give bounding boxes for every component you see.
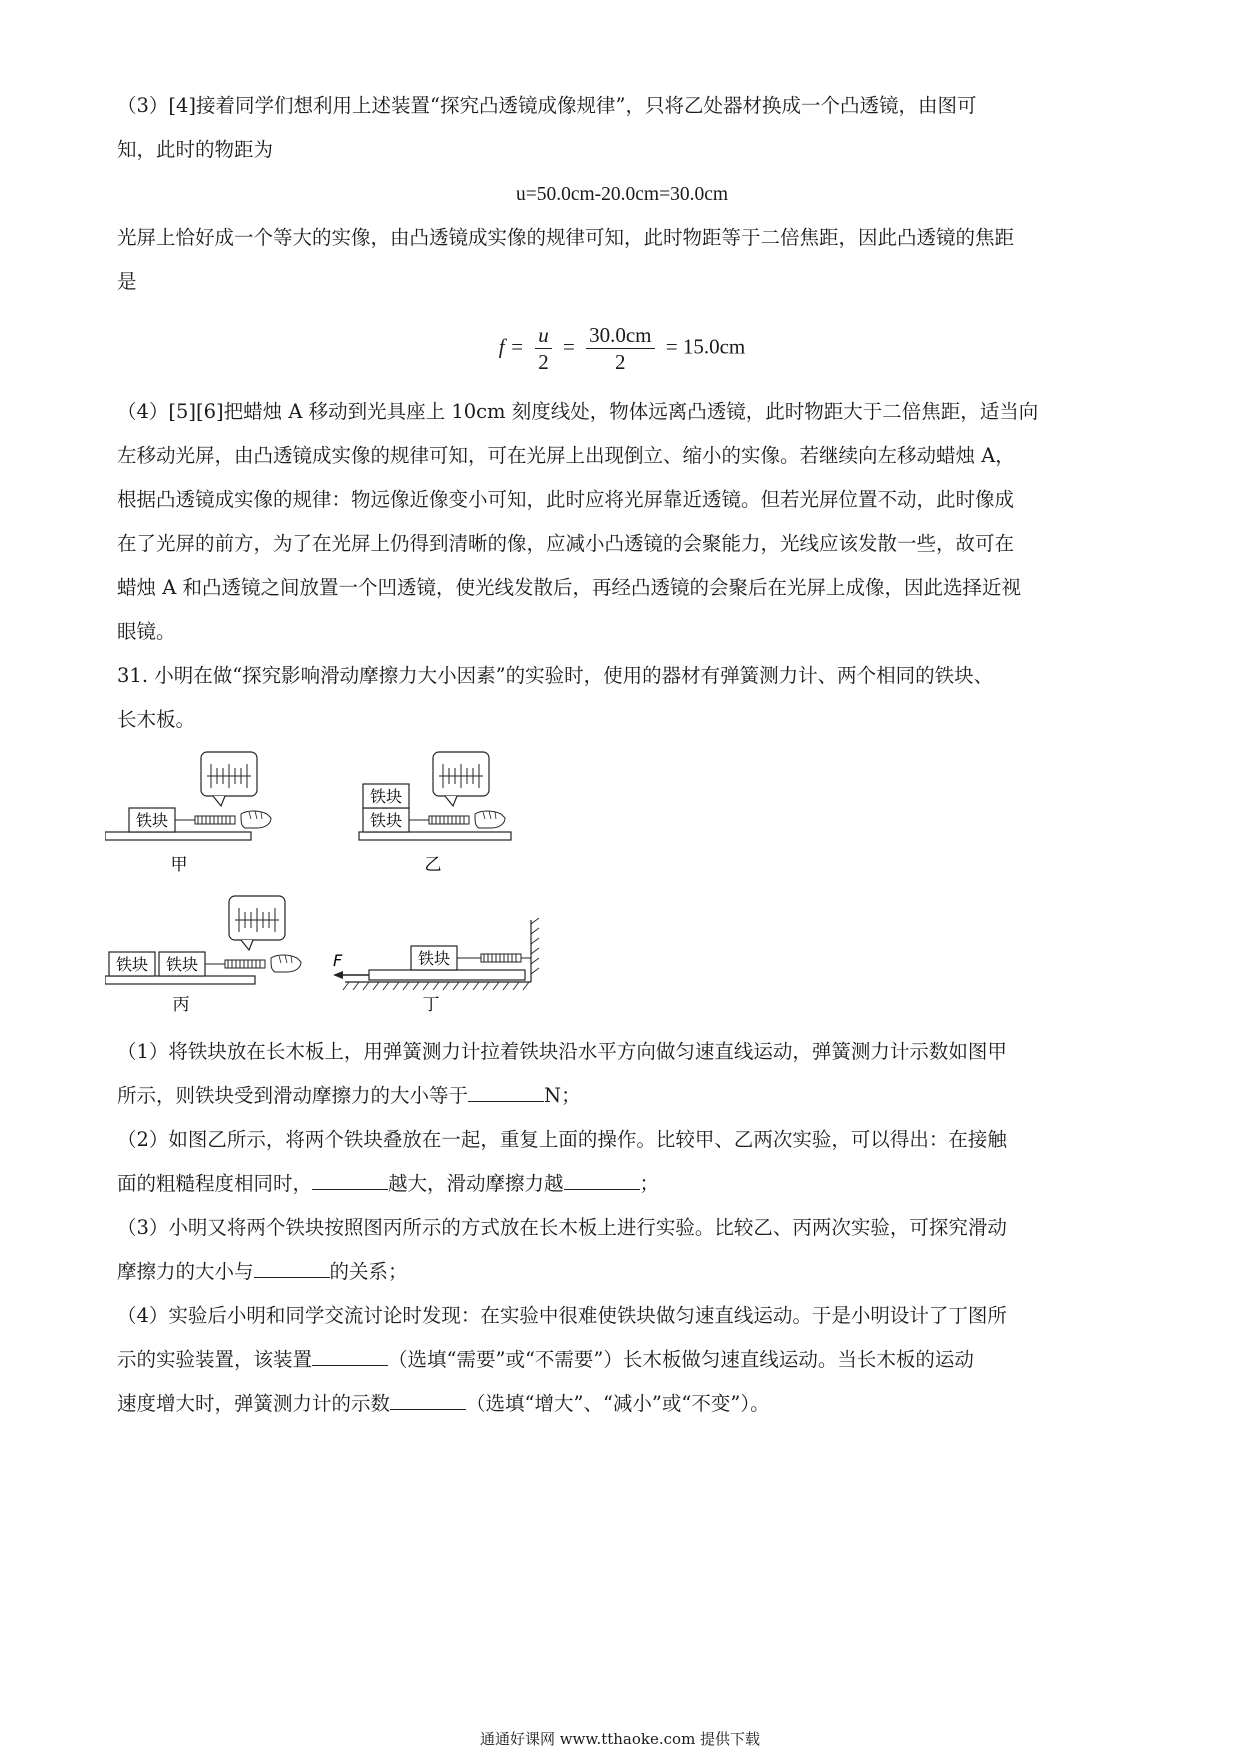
q1-line1: （1）将铁块放在长木板上，用弹簧测力计拉着铁块沿水平方向做匀速直线运动，弹簧测力计示数如图甲	[117, 1040, 1007, 1063]
q4-answer-blank-1[interactable]	[312, 1347, 388, 1366]
answer4-line6: 眼镜。	[117, 620, 176, 643]
q3-text: 摩擦力的大小与	[117, 1260, 254, 1283]
long-board	[369, 970, 525, 980]
answer4-line2: 左移动光屏，由凸透镜成实像的规律可知，可在光屏上出现倒立、缩小的实像。若继续向左移动蜡烛 A，	[117, 444, 1015, 467]
q4-line3	[117, 1382, 1127, 1426]
q3-line1: （3）小明又将两个铁块按照图丙所示的方式放在长木板上进行实验。比较乙、丙两次实验，可探究滑动	[117, 1216, 1007, 1239]
answer4-line5: 蜡烛 A 和凸透镜之间放置一个凹透镜，使光线发散后，再经凸透镜的会聚后在光屏上成像，因此选择近视	[117, 576, 1021, 599]
fraction-numerator: 30.0cm	[586, 322, 654, 349]
scale-reading-bubble	[229, 896, 285, 950]
hand-icon	[475, 811, 505, 828]
focal-lhs: f =	[498, 334, 524, 359]
equation-object-distance: u=50.0cm-20.0cm=30.0cm	[515, 184, 729, 205]
q4-text: 示的实验装置，该装置	[117, 1348, 313, 1371]
focal-result: = 15.0cm	[665, 334, 746, 359]
setup-yi	[359, 752, 511, 875]
answer4-line1: （4）[5][6]把蜡烛 A 移动到光具座上 10cm 刻度线处，物体远离凸透镜，此时物距大于二倍焦距，适当向	[117, 400, 1039, 423]
q1-text: 所示，则铁块受到滑动摩擦力的大小等于	[117, 1084, 469, 1107]
q2-line2	[117, 1162, 1127, 1206]
spring-scale	[225, 960, 265, 968]
answer3-line3: 光屏上恰好成一个等大的实像，由凸透镜成实像的规律可知，此时物距等于二倍焦距，因此凸透镜的焦距	[117, 226, 1015, 249]
q4-answer-blank-2[interactable]	[390, 1391, 466, 1410]
equation-focal-length	[117, 322, 1127, 375]
setup-jia	[105, 752, 271, 875]
q3-line2	[117, 1250, 1127, 1294]
q4-line2	[117, 1338, 1127, 1382]
iron-block-label: 铁块	[369, 787, 403, 806]
q3-text: 的关系；	[329, 1260, 408, 1283]
q2-text: 越大，滑动摩擦力越	[388, 1172, 564, 1195]
q2-text: ；	[639, 1172, 660, 1195]
fraction-30cm-over-2	[586, 322, 654, 375]
page-footer: 通通好课网 www.tthaoke.com 提供下载	[479, 1730, 761, 1748]
label-yi: 乙	[424, 855, 442, 875]
q4-text: （选填“增大”、“减小”或“不变”）。	[466, 1392, 770, 1415]
question31-stem-line2: 长木板。	[117, 708, 196, 731]
spring-scale	[481, 954, 521, 962]
question31-stem-line1: 31. 小明在做“探究影响滑动摩擦力大小因素”的实验时，使用的器材有弹簧测力计、两个相同的铁块、	[117, 664, 994, 687]
q2-answer-blank-1[interactable]	[312, 1171, 388, 1190]
q1-line2	[117, 1074, 1127, 1118]
q2-answer-blank-2[interactable]	[564, 1171, 640, 1190]
setup-ding	[333, 918, 539, 1015]
label-bing: 丙	[172, 995, 190, 1015]
q1-answer-blank[interactable]	[468, 1083, 544, 1102]
answer3-line4: 是	[117, 270, 137, 293]
q2-line1: （2）如图乙所示，将两个铁块叠放在一起，重复上面的操作。比较甲、乙两次实验，可以得出：在接触	[117, 1128, 1007, 1151]
answer4-line4: 在了光屏的前方，为了在光屏上仍得到清晰的像，应减小凸透镜的会聚能力，光线应该发散一些，故可在	[117, 532, 1015, 555]
hand-icon	[271, 955, 301, 972]
long-board	[359, 832, 511, 840]
arrowhead-icon	[333, 971, 343, 979]
long-board	[105, 976, 255, 984]
label-ding: 丁	[422, 995, 440, 1015]
spring-scale	[195, 816, 235, 824]
scale-reading-bubble	[201, 752, 257, 806]
q3-answer-blank[interactable]	[254, 1259, 330, 1278]
fraction-denominator: 2	[615, 350, 626, 374]
answer4-line3: 根据凸透镜成实像的规律：物远像近像变小可知，此时应将光屏靠近透镜。但若光屏位置不动，此时像成	[117, 488, 1015, 511]
equals-sign: =	[563, 334, 575, 359]
q2-text: 面的粗糙程度相同时，	[117, 1172, 313, 1195]
q4-line1: （4）实验后小明和同学交流讨论时发现：在实验中很难使铁块做匀速直线运动。于是小明设计了丁图所	[117, 1304, 1007, 1327]
iron-block-label: 铁块	[165, 955, 199, 974]
answer3-line2: 知，此时的物距为	[117, 138, 274, 161]
setup-bing	[105, 896, 301, 1015]
iron-block-label: 铁块	[417, 949, 451, 968]
answer3-line1: （3）[4]接着同学们想利用上述装置“探究凸透镜成像规律”，只将乙处器材换成一个凸透镜，由图可	[117, 94, 977, 117]
q4-text: 速度增大时，弹簧测力计的示数	[117, 1392, 391, 1415]
spring-scale	[429, 816, 469, 824]
iron-block-label: 铁块	[135, 811, 169, 830]
q1-unit: N；	[544, 1084, 581, 1107]
friction-experiment-figure	[105, 748, 625, 1016]
fraction-denominator: 2	[538, 350, 549, 374]
label-jia: 甲	[170, 855, 188, 875]
q4-text: （选填“需要”或“不需要”）长木板做匀速直线运动。当长木板的运动	[388, 1348, 974, 1371]
iron-block-label: 铁块	[369, 811, 403, 830]
long-board	[105, 832, 251, 840]
scale-reading-bubble	[433, 752, 489, 806]
iron-block-label: 铁块	[115, 955, 149, 974]
fraction-numerator: u	[535, 322, 552, 349]
hand-icon	[241, 811, 271, 828]
force-label: F	[333, 951, 343, 970]
fraction-u-over-2	[535, 322, 552, 375]
